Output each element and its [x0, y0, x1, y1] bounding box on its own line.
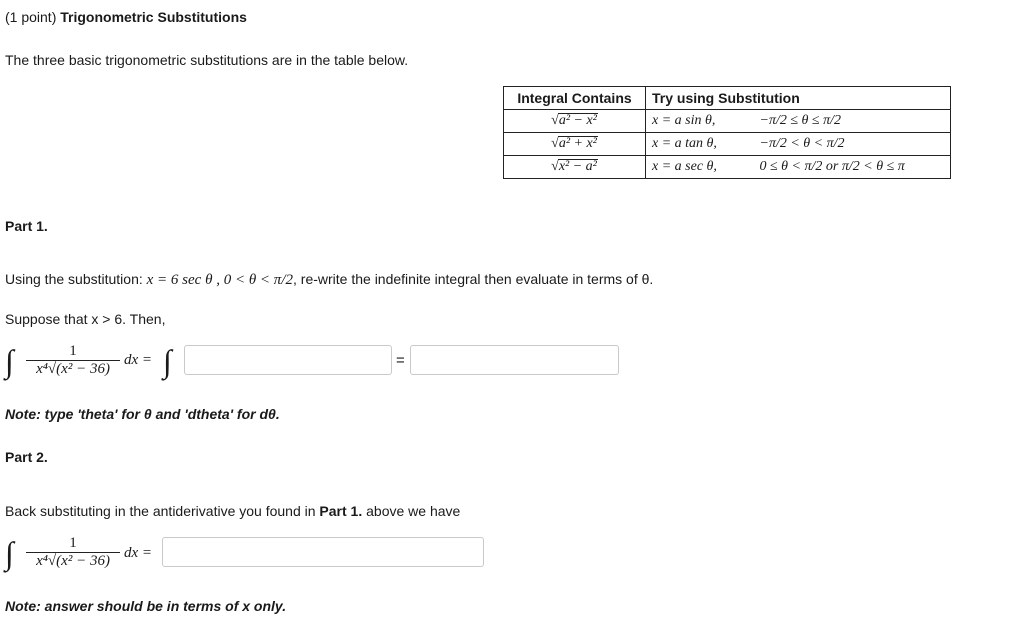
integral-sign: ∫ — [5, 343, 14, 379]
radicand-cell: √x² − a² — [504, 156, 646, 179]
integrand-fraction — [26, 343, 120, 378]
instruction-suffix: , re-write the indefinite integral then evaluate in terms of θ. — [293, 271, 654, 287]
integrand-numerator: 1 — [69, 343, 77, 359]
radicand-cell: √a² − x² — [504, 110, 646, 133]
problem-title: Trigonometric Substitutions — [60, 9, 247, 25]
integral-sign: ∫ — [163, 343, 172, 379]
col-header-integral: Integral Contains — [504, 87, 646, 110]
problem-header — [5, 9, 247, 25]
radicand-cell: √a² + x² — [504, 133, 646, 156]
radicand: x² − a² — [558, 159, 597, 174]
col-header-substitution: Try using Substitution — [646, 87, 951, 110]
radicand: a² + x² — [558, 136, 597, 151]
differential-equals: dx = — [124, 545, 153, 561]
part2-label: Part 2. — [5, 449, 48, 465]
rewritten-integral-input[interactable] — [184, 345, 392, 375]
radicand: a² − x² — [558, 113, 597, 128]
substitution-table — [503, 86, 951, 179]
instruction-suffix: above we have — [362, 503, 461, 519]
equals-sign: = — [396, 352, 405, 369]
integrand-denominator: x⁴√(x² − 36) — [26, 360, 120, 378]
integral-sign: ∫ — [5, 535, 14, 571]
theta-range: −π/2 < θ < π/2 — [759, 136, 845, 151]
substitution-formula: x = a tan θ, — [652, 136, 717, 151]
substitution-cell — [646, 133, 951, 156]
part2-note: Note: answer should be in terms of x only. — [5, 598, 287, 614]
instruction-prefix: Using the substitution: — [5, 271, 147, 287]
table-row — [504, 156, 951, 179]
antiderivative-x-input[interactable] — [162, 537, 484, 567]
theta-range: 0 ≤ θ < π/2 or π/2 < θ ≤ π — [759, 159, 905, 174]
part1-instruction — [5, 271, 653, 289]
table-row — [504, 133, 951, 156]
substitution-expression: x = 6 sec θ , 0 < θ < π/2 — [146, 272, 293, 288]
integrand-numerator: 1 — [69, 535, 77, 551]
differential-equals: dx = — [124, 352, 153, 368]
part1-note: Note: type 'theta' for θ and 'dtheta' for dθ. — [5, 406, 280, 422]
part1-label: Part 1. — [5, 218, 48, 234]
integrand-denominator: x⁴√(x² − 36) — [26, 552, 120, 570]
theta-range: −π/2 ≤ θ ≤ π/2 — [759, 113, 841, 128]
antiderivative-theta-input[interactable] — [410, 345, 619, 375]
instruction-prefix: Back substituting in the antiderivative you found in — [5, 503, 320, 519]
points-label: (1 point) — [5, 9, 57, 25]
substitution-cell — [646, 110, 951, 133]
table-header-row — [504, 87, 951, 110]
suppose-text: Suppose that x > 6. Then, — [5, 311, 166, 327]
substitution-formula: x = a sec θ, — [652, 159, 717, 174]
table-row — [504, 110, 951, 133]
integrand-fraction — [26, 535, 120, 570]
part-reference: Part 1. — [319, 503, 363, 519]
substitution-formula: x = a sin θ, — [652, 113, 716, 128]
substitution-cell — [646, 156, 951, 179]
intro-text: The three basic trigonometric substitutions are in the table below. — [5, 52, 409, 68]
part2-instruction — [5, 503, 460, 519]
